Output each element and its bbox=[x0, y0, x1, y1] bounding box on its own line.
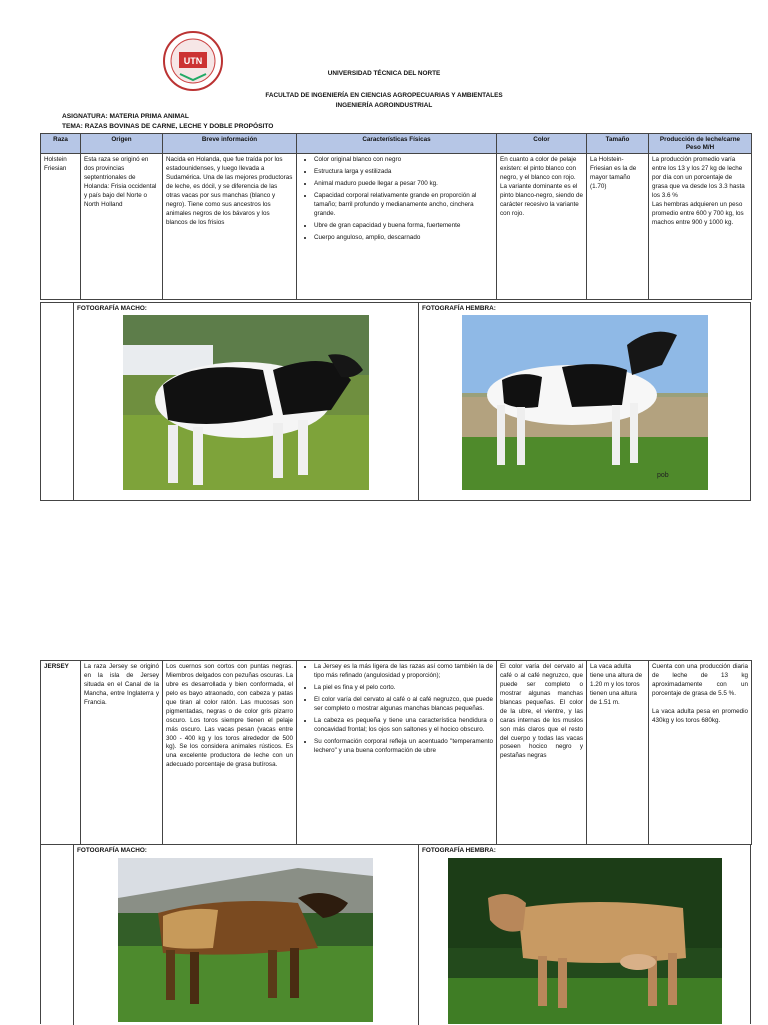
photo-label-female: FOTOGRAFÍA HEMBRA: bbox=[422, 847, 496, 854]
feature-item: • El color varía del cervato al café o al café negruzco, que puede ser completo o mostrar algunas manchas blancas pequeñas. bbox=[314, 696, 493, 714]
column-header-produccion: Producción de leche/carne Peso M/H bbox=[649, 134, 752, 154]
breed-production: Cuenta con una producción diaria de leche de 13 kg aproximadamente con un porcentaje de grasa de 5.5 %. La vaca adulta pesa en promedio 430kg y los toros 680kg. bbox=[649, 661, 752, 845]
holstein-female-photo bbox=[462, 315, 708, 490]
feature-item: • La Jersey es la más ligera de las razas así como también la de tipo más refinado (angulosidad y proporción); bbox=[314, 663, 493, 681]
program-name: INGENIERÍA AGROINDUSTRIAL bbox=[335, 102, 433, 109]
column-header-tamano: Tamaño bbox=[587, 134, 649, 154]
breed-info: Nacida en Holanda, que fue traída por los estadounidenses, y luego llevada a Sudamérica. Una de las mejores productoras de leche, es dócil, y se diferencia de las otras vacas por sus manchas (blanco y negro). Tiene como sus ancestros los animales negros de los bávaros y los blancos de los frisios bbox=[163, 154, 297, 300]
faculty-name: FACULTAD DE INGENIERÍA EN CIENCIAS AGROPECUARIAS Y AMBIENTALES bbox=[265, 92, 503, 99]
column-header-color: Color bbox=[497, 134, 587, 154]
jersey-male-photo bbox=[118, 858, 373, 1022]
feature-item: • Animal maduro puede llegar a pesar 700 kg. bbox=[314, 180, 493, 189]
holstein-male-photo bbox=[123, 315, 369, 490]
university-logo bbox=[160, 30, 226, 92]
breed-size: La Holstein-Friesian es la de mayor tamaño (1.70) bbox=[587, 154, 649, 300]
breed-table-jersey bbox=[40, 660, 752, 845]
feature-item: • Estructura larga y estilizada bbox=[314, 168, 493, 177]
column-header-raza: Raza bbox=[41, 134, 81, 154]
logo-text: UTN bbox=[183, 56, 203, 66]
feature-item: • Su conformación corporal refleja un acentuado "temperamento lechero" y una buena conformación de ubre bbox=[314, 738, 493, 756]
breed-features bbox=[297, 154, 497, 300]
feature-item: • Color original blanco con negro bbox=[314, 156, 493, 165]
feature-item: • La cabeza es pequeña y tiene una característica hendidura o concavidad frontal; los ojos son saltones y el hocico obscuro. bbox=[314, 717, 493, 735]
breed-name bbox=[41, 661, 81, 845]
topic-line: TEMA: RAZAS BOVINAS DE CARNE, LECHE Y DOBLE PROPÓSITO bbox=[62, 123, 274, 130]
photo-watermark: pob bbox=[657, 472, 669, 479]
breed-info: Los cuernos son cortos con puntas negras. Miembros delgados con pezuñas oscuras. La ubre es desarrollada y bien conformada, el pelo es bayo atraonado, con cabeza y patas que tiran al color ratón. Las mucosas son pigmentadas, negras o de color gris pizarro oscuro. Los toros siempre tienen el pelaje más oscuro. Las vacas pesan (vacas entre 300 - 400 kg y los toros alrededor de 500 kg). Se los considera animales rústicos. Es una excelente productora de leche con un adecuado porcentaje de grasa butírosa. bbox=[163, 661, 297, 845]
breed-table-holstein bbox=[40, 133, 752, 300]
breed-origin: La raza Jersey se originó en la isla de Jersey situada en el Canal de la Mancha, entre Inglaterra y Francia. bbox=[81, 661, 163, 845]
subject-line: ASIGNATURA: MATERIA PRIMA ANIMAL bbox=[62, 113, 189, 120]
breed-name-text: JERSEY bbox=[44, 663, 69, 670]
feature-item: • Capacidad corporal relativamente grande en proporción al tamaño; barril profundo y medianamente ancho, cinchera grande. bbox=[314, 192, 493, 219]
column-header-info: Breve información bbox=[163, 134, 297, 154]
feature-item: • Cuerpo anguloso, amplio, descarnado bbox=[314, 234, 493, 243]
feature-item: • Ubre de gran capacidad y buena forma, fuertemente bbox=[314, 222, 493, 231]
breed-origin: Esta raza se originó en dos provincias septentrionales de Holanda: Frisia occidental y país bajo del Norte o North Holland bbox=[81, 154, 163, 300]
breed-color: En cuanto a color de pelaje existen: el pinto blanco con negro, y el blanco con rojo. La variante dominante es el pinto blanco-negro, siendo de carácter recesivo la variante con rojo. bbox=[497, 154, 587, 300]
column-header-caracteristicas: Características Físicas bbox=[297, 134, 497, 154]
university-name: UNIVERSIDAD TÉCNICA DEL NORTE bbox=[327, 70, 441, 77]
photo-label-female: FOTOGRAFÍA HEMBRA: bbox=[422, 305, 496, 312]
breed-name: Holstein Friesian bbox=[41, 154, 81, 300]
breed-color: El color varía del cervato al café o al café negruzco, que puede ser completo o mostrar algunas manchas blancas pequeñas. El color de la ubre, el vientre, y las caras internas de los muslos son más claros que el resto del cuerpo y todas las vacas poseen hocico negro y pestañas negras bbox=[497, 661, 587, 845]
photo-label-male: FOTOGRAFÍA MACHO: bbox=[77, 847, 147, 854]
breed-size: La vaca adulta tiene una altura de 1.20 m y los toros tienen una altura de 1.51 m. bbox=[587, 661, 649, 845]
feature-item: • La piel es fina y el pelo corto. bbox=[314, 684, 493, 693]
column-header-origen: Origen bbox=[81, 134, 163, 154]
photo-label-male: FOTOGRAFÍA MACHO: bbox=[77, 305, 147, 312]
breed-production: La producción promedio varía entre los 13 y los 27 kg de leche por día con un porcentaje de grasa que va desde los 3.3 hasta los 3.6 % Las hembras adquieren un peso promedio entre 600 y 700 kg, los machos entre 900 y 1000 kg. bbox=[649, 154, 752, 300]
jersey-female-photo bbox=[448, 858, 722, 1024]
breed-features bbox=[297, 661, 497, 845]
